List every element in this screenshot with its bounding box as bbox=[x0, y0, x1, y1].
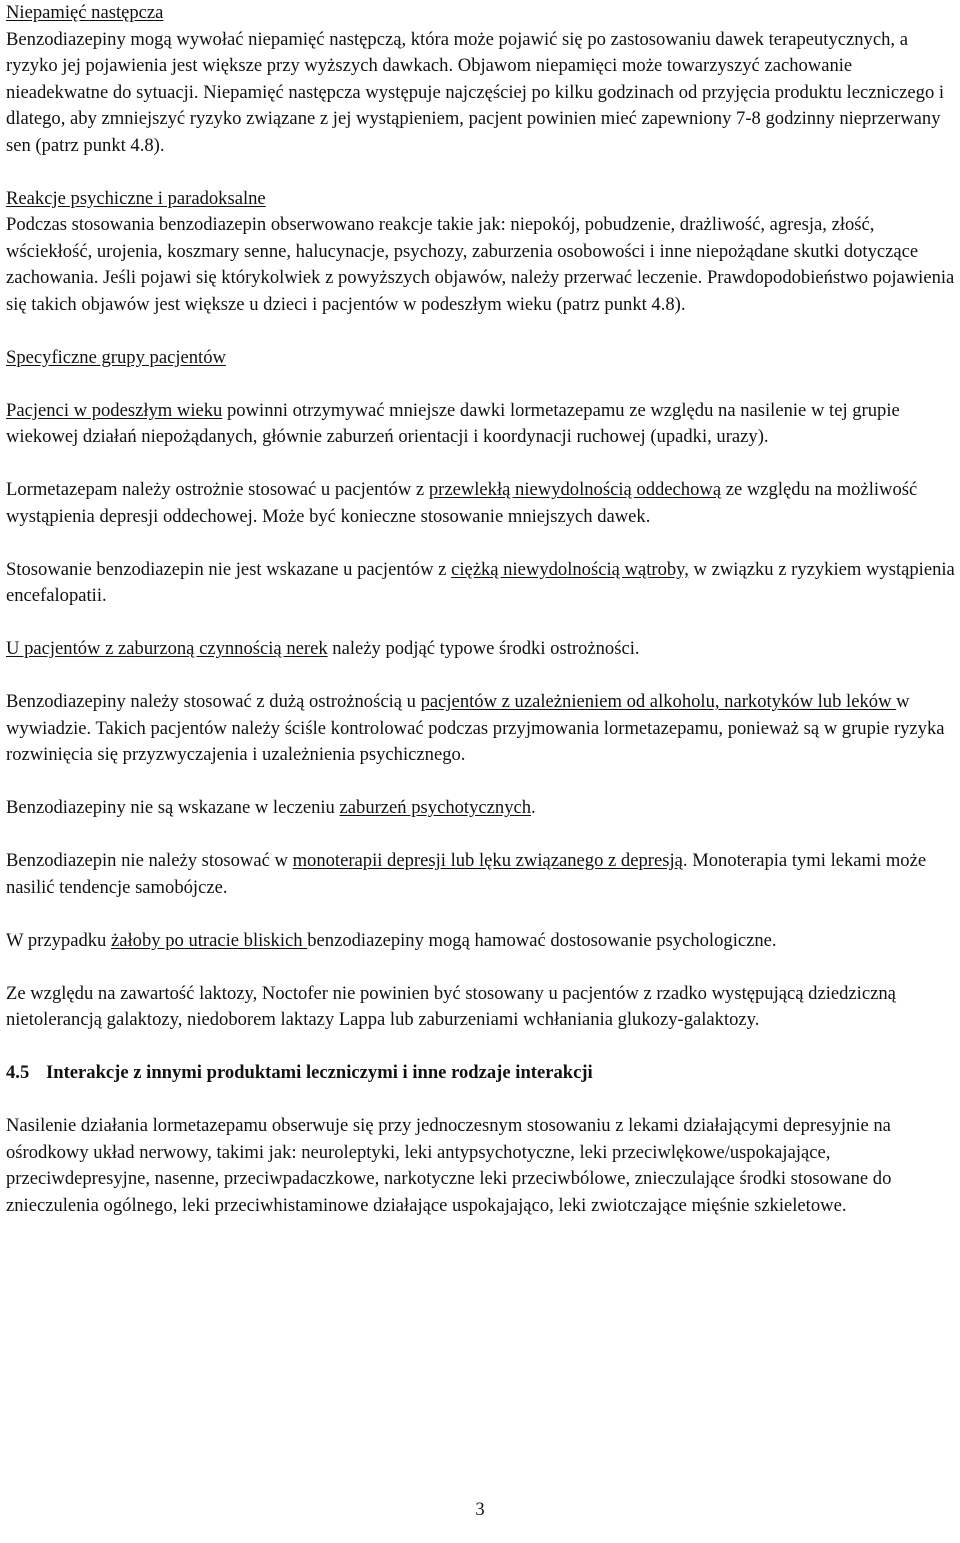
bereavement-after: benzodiazepiny mogą hamować dostosowanie psychologiczne. bbox=[307, 929, 777, 951]
paragraph-depression bbox=[6, 848, 956, 901]
renal-after: należy podjąć typowe środki ostrożności. bbox=[327, 638, 640, 659]
psychotic-after: . bbox=[531, 797, 536, 818]
bereavement-link: żałoby po utracie bliskich bbox=[111, 929, 308, 951]
respiratory-link: przewlekłą niewydolnością oddechową bbox=[428, 479, 722, 500]
depression-after: . Monoterapia tymi lekami może nasilić tendencje samobójcze. bbox=[6, 850, 927, 898]
elderly-link: Pacjenci w podeszłym wieku bbox=[6, 399, 223, 421]
groups-title: Specyficzne grupy pacjentów bbox=[6, 346, 226, 368]
addiction-before: Benzodiazepiny należy stosować z dużą ostrożnością u bbox=[6, 691, 421, 712]
renal-link: U pacjentów z zaburzoną czynnością nerek bbox=[6, 638, 328, 659]
paragraph-respiratory bbox=[6, 477, 956, 530]
section-title: Interakcje z innymi produktami leczniczymi i inne rodzaje interakcji bbox=[46, 1062, 593, 1083]
amnesia-text: Benzodiazepiny mogą wywołać niepamięć następczą, która może pojawić się po zastosowaniu dawek terapeutycznych, a ryzyko jej pojawienia jest większe przy wyższych dawkach. Objawom niepamięci może towarzyszyć zachowanie nieadekwatne do sytuacji. Niepamięć następcza występuje najczęściej po kilku godzinach od przyjęcia produktu leczniczego i dlatego, aby zmniejszyć ryzyko związane z jej wystąpieniem, pacjent powinien mieć zapewniony 7-8 godzinny nieprzerwany sen (patrz punkt 4.8). bbox=[6, 28, 945, 156]
psychiatric-title: Reakcje psychiczne i paradoksalne bbox=[6, 187, 266, 209]
hepatic-link: ciężką niewydolnością wątroby, bbox=[451, 558, 689, 580]
section-psychiatric bbox=[6, 186, 956, 319]
respiratory-before: Lormetazepam należy ostrożnie stosować u pacjentów z bbox=[6, 479, 429, 500]
respiratory-after: ze względu na możliwość wystąpienia depresji oddechowej. Może być konieczne stosowanie mniejszych dawek. bbox=[6, 479, 918, 527]
paragraph-psychotic bbox=[6, 795, 956, 822]
psychiatric-text: Podczas stosowania benzodiazepin obserwowano reakcje takie jak: niepokój, pobudzenie, drażliwość, agresja, złość, wściekłość, urojenia, koszmary senne, halucynacje, psychozy, zaburzenia osobowości i inne niepożądane skutki dotyczące zachowania. Jeśli pojawi się którykolwiek z powyższych objawów, należy przerwać leczenie. Prawdopodobieństwo pojawienia się takich objawów jest większe u dzieci i pacjentów w podeszłym wieku (patrz punkt 4.8). bbox=[6, 214, 955, 315]
paragraph-addiction bbox=[6, 689, 956, 769]
paragraph-bereavement bbox=[6, 928, 956, 955]
paragraph-hepatic bbox=[6, 557, 956, 610]
interactions-text: Nasilenie działania lormetazepamu obserwuje się przy jednoczesnym stosowaniu z lekami działającymi depresyjnie na ośrodkowy układ nerwowy, takimi jak: neuroleptyki, leki antypsychotyczne, leki przeciwlękowe/uspokajające, przeciwdepresyjne, nasenne, przeciwpadaczkowe, narkotyczne leki przeciwbólowe, znieczulające środki stosowane do znieczulenia ogólnego, leki przeciwhistaminowe działające uspokajająco, leki zwiotczające mięśnie szkieletowe. bbox=[6, 1115, 892, 1216]
page-number: 3 bbox=[475, 1499, 485, 1520]
section-number: 4.5 bbox=[6, 1062, 30, 1083]
hepatic-after: w związku z ryzykiem wystąpienia encefalopatii. bbox=[6, 558, 955, 606]
section-heading-interactions bbox=[6, 1060, 956, 1087]
psychotic-link: zaburzeń psychotycznych bbox=[339, 797, 532, 818]
bereavement-before: W przypadku bbox=[6, 929, 111, 951]
depression-before: Benzodiazepin nie należy stosować w bbox=[6, 850, 293, 871]
addiction-link: pacjentów z uzależnieniem od alkoholu, narkotyków lub leków bbox=[420, 691, 897, 712]
amnesia-title: Niepamięć następcza bbox=[6, 2, 164, 23]
depression-link: monoterapii depresji lub lęku związanego z depresją bbox=[292, 850, 683, 871]
section-amnesia bbox=[6, 0, 956, 159]
addiction-after: w wywiadzie. Takich pacjentów należy ściśle kontrolować podczas przyjmowania lormetazepamu, ponieważ są w grupie ryzyka rozwinięcia się przyzwyczajenia i uzależnienia psychicznego. bbox=[6, 691, 945, 765]
paragraph-lactose: Ze względu na zawartość laktozy, Noctofer nie powinien być stosowany u pacjentów z rzadko występującą dziedziczną nietolerancją galaktozy, niedoborem laktazy Lappa lub zaburzeniami wchłaniania glukozy-galaktozy. bbox=[6, 982, 896, 1030]
elderly-text: powinni otrzymywać mniejsze dawki lormetazepamu ze względu na nasilenie w tej grupie wiekowej działań niepożądanych, głównie zaburzeń orientacji i koordynacji ruchowej (upadki, urazy). bbox=[6, 399, 900, 447]
paragraph-elderly bbox=[6, 398, 956, 451]
paragraph-renal bbox=[6, 636, 956, 663]
hepatic-before: Stosowanie benzodiazepin nie jest wskazane u pacjentów z bbox=[6, 558, 452, 580]
psychotic-before: Benzodiazepiny nie są wskazane w leczeniu bbox=[6, 797, 340, 818]
